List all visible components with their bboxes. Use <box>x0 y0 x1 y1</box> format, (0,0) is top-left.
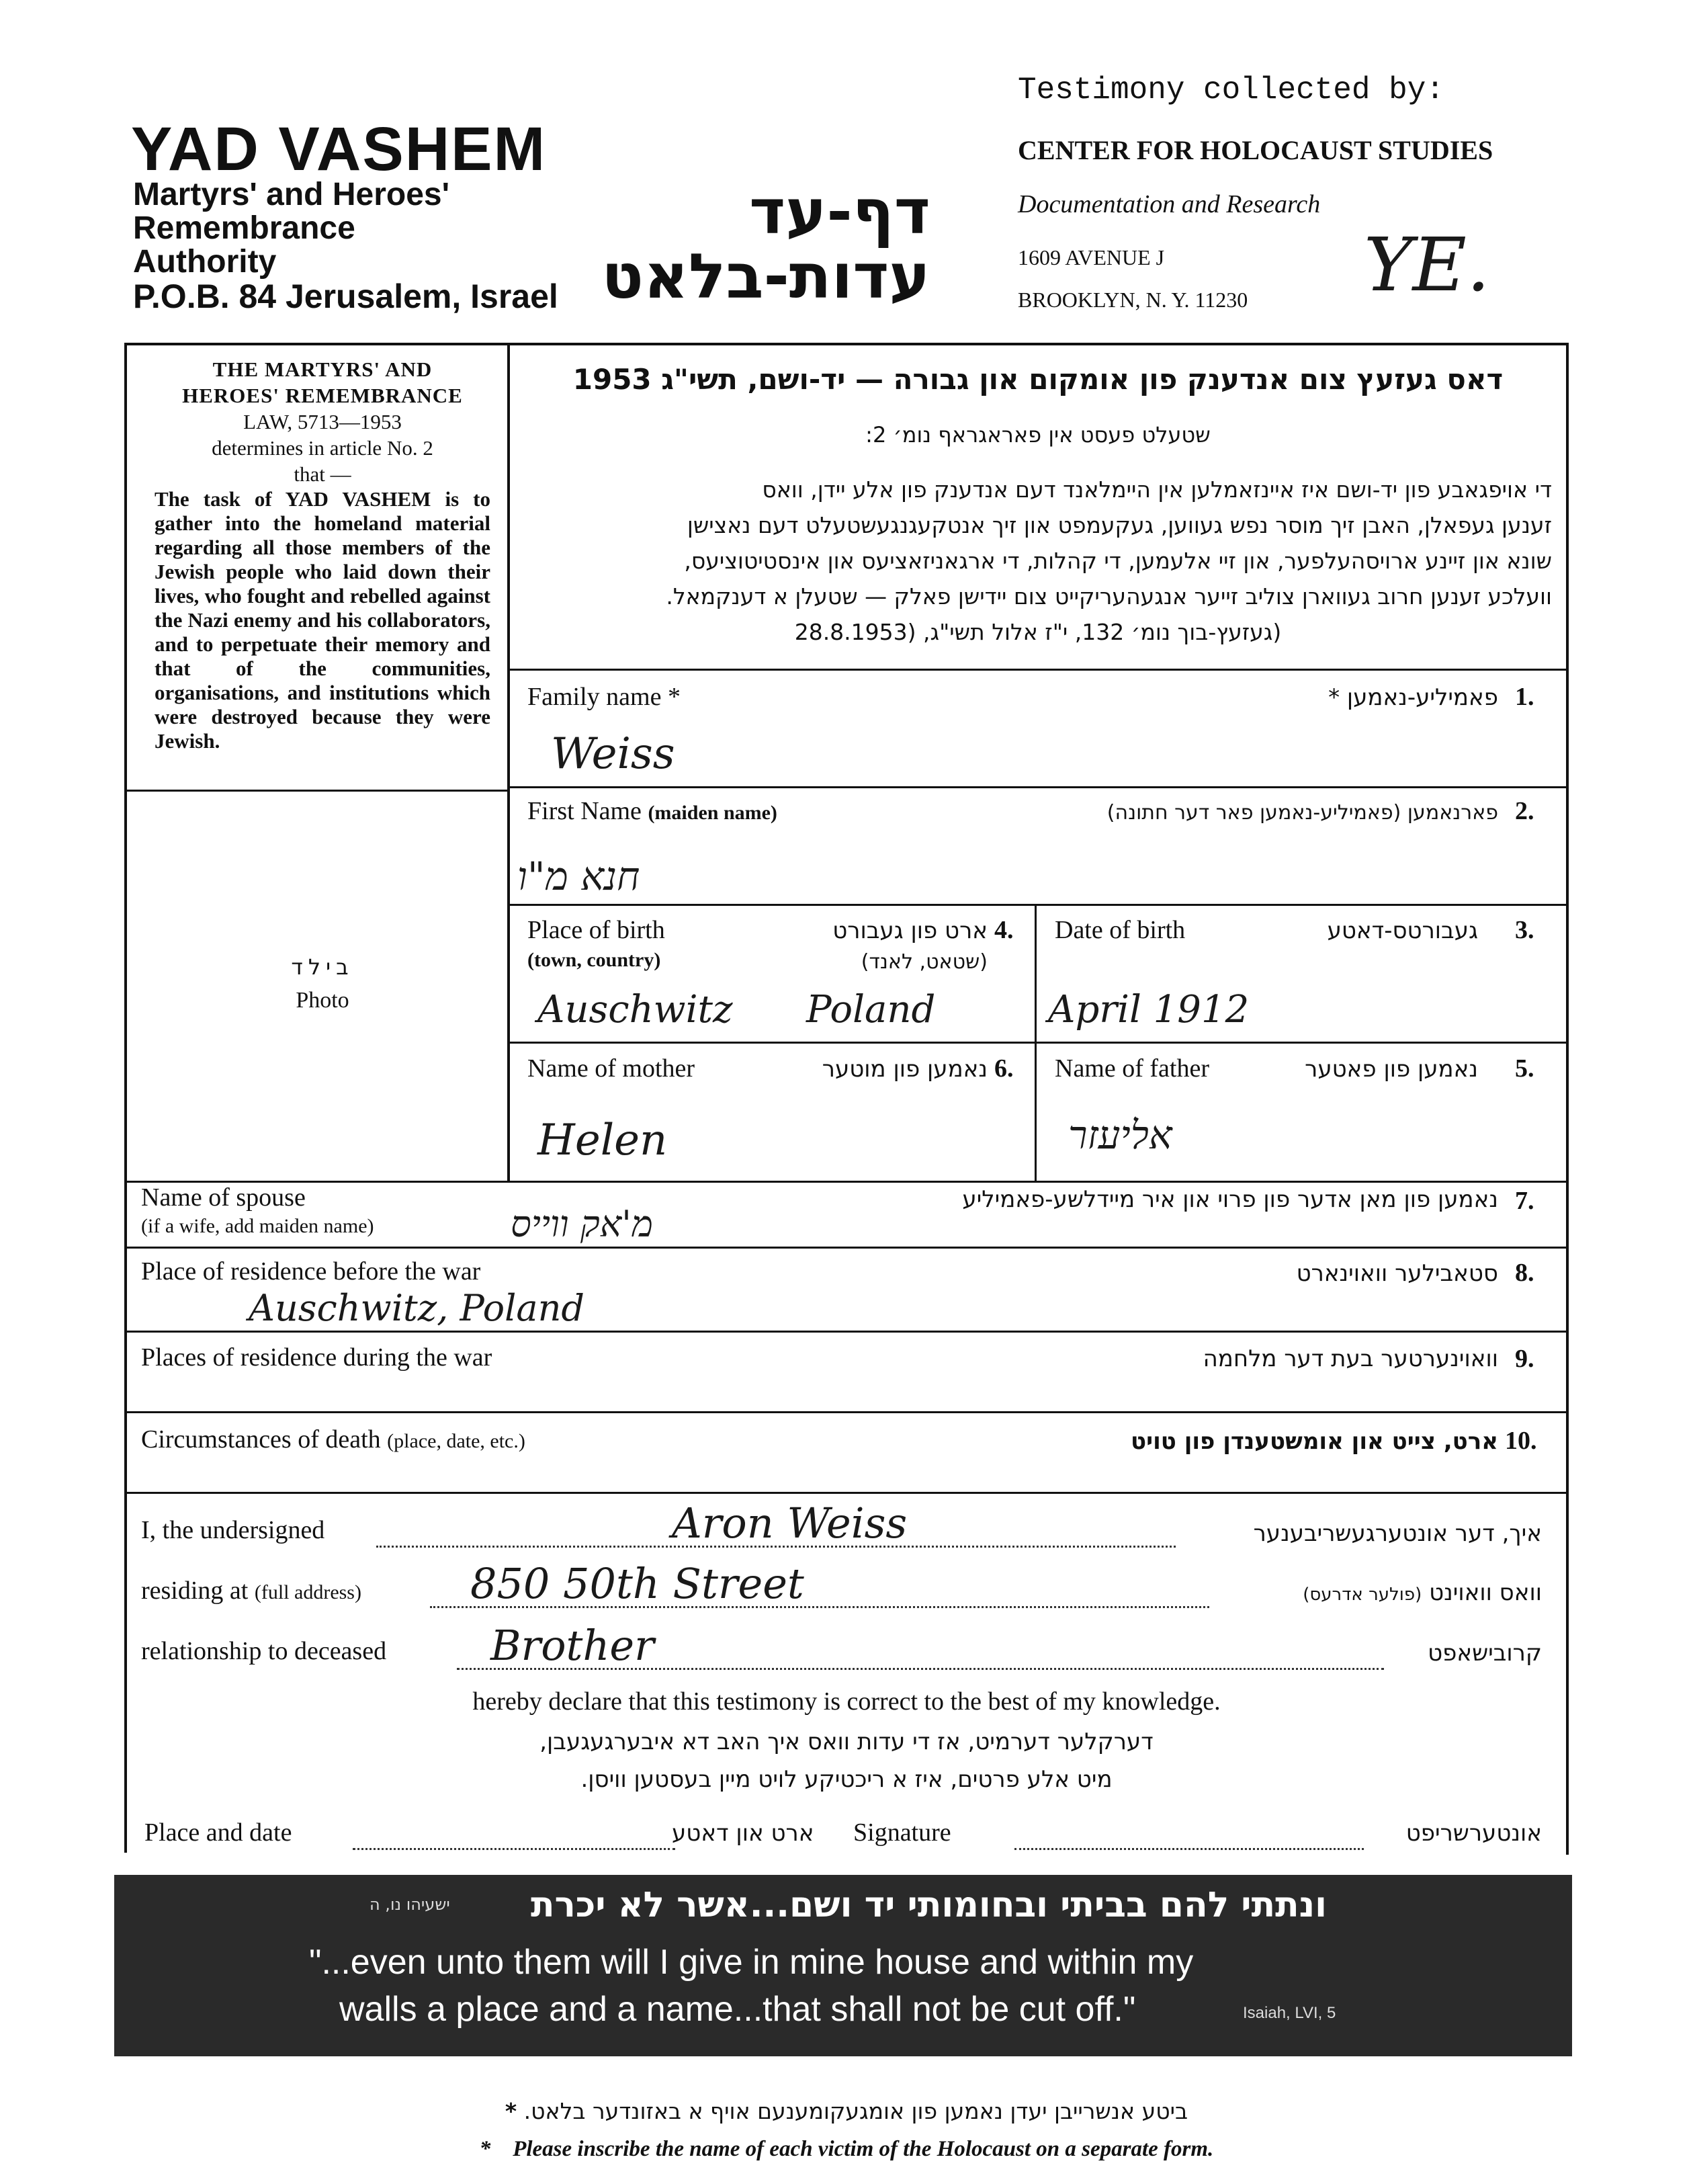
footer-english-text: Please inscribe the name of each victim of the Holocaust on a separate form. <box>513 2137 1214 2161</box>
residing-label-text: residing at <box>141 1577 249 1605</box>
org-subtitle-2: Remembrance <box>133 210 355 246</box>
center-subtitle: Documentation and Research <box>1018 190 1321 218</box>
field-number-4: 4. <box>994 916 1014 944</box>
yiddish-law-line: וועלכע זענען חרוב געווארן צוליב זייער אנגעהעריקייט צום יידישן פאלק — שטעלן א דענקמאל. <box>666 583 1552 610</box>
undersigned-value[interactable]: Aron Weiss <box>672 1499 908 1548</box>
place-date-label-yiddish: ארט און דאטע <box>672 1820 814 1847</box>
residing-label-small: (full address) <box>254 1581 361 1603</box>
field-father-name-value[interactable]: אליעזר <box>1068 1112 1172 1158</box>
residing-label-yiddish-text: וואס וואוינט <box>1429 1579 1542 1606</box>
field-first-name-label-text: First Name <box>527 797 642 825</box>
field-circumstances-label <box>141 1425 525 1454</box>
field-residence-during-label-yiddish: וואוינערטער בעת דער מלחמה <box>1203 1345 1498 1372</box>
collected-by-label: Testimony collected by: <box>1018 73 1444 108</box>
yiddish-law-body <box>524 472 1552 650</box>
law-box <box>155 356 490 753</box>
org-subtitle-3: Authority <box>133 244 277 280</box>
center-city: BROOKLYN, N. Y. 11230 <box>1018 288 1248 312</box>
field-mother-name-value[interactable]: Helen <box>537 1116 668 1165</box>
quote-banner <box>114 1875 1572 2056</box>
field-number-1: 1. <box>1515 683 1534 711</box>
field-date-of-birth-value[interactable]: April 1912 <box>1048 988 1250 1032</box>
field-first-name-label-small: (maiden name) <box>648 802 777 824</box>
residing-value[interactable]: 850 50th Street <box>470 1559 804 1608</box>
org-address: P.O.B. 84 Jerusalem, Israel <box>133 278 558 315</box>
law-title-5: that — <box>294 462 351 486</box>
field-mother-name-label: Name of mother <box>527 1054 695 1083</box>
declaration-yiddish-2: מיט אלע פרטים, איז א ריכטיקע לויט מיין בעסטען וויסן. <box>580 1766 1113 1793</box>
field-number-6: 6. <box>994 1054 1014 1083</box>
field-spouse-name-value[interactable]: מ'אק ווייס <box>511 1203 653 1245</box>
field-circumstances-label-text: Circumstances of death <box>141 1425 381 1454</box>
field-father-name-label-yiddish: נאמען פון פאטער <box>1305 1056 1478 1083</box>
field-date-of-birth-label: Date of birth <box>1055 916 1186 944</box>
relationship-value[interactable]: Brother <box>490 1621 654 1670</box>
residing-label-yiddish <box>1303 1579 1542 1606</box>
undersigned-label: I, the undersigned <box>141 1516 325 1544</box>
field-number-5: 5. <box>1515 1054 1534 1083</box>
law-title-1: THE MARTYRS' AND <box>212 358 433 381</box>
relationship-label-yiddish: קרובישאפט <box>1428 1640 1542 1667</box>
field-family-name-label: Family name * <box>527 683 681 711</box>
yiddish-law-title: דאס געזעץ צום אנדענק פון אומקום און גבורה — יד-ושם, תשי"ג 1953 <box>572 363 1504 396</box>
law-title-4: determines in article No. 2 <box>212 436 433 460</box>
field-place-of-birth-label-small: (town, country) <box>527 949 661 971</box>
declaration-yiddish-1: דערקלער דערמיט, אז די עדות וואס איך האב דא איבערגעגעבן, <box>539 1728 1154 1755</box>
field-residence-during-label: Places of residence during the war <box>141 1343 492 1372</box>
signature-label-yiddish: אונטערשריפט <box>1405 1820 1542 1847</box>
field-first-name-label <box>527 796 777 826</box>
field-place-of-birth-country-value[interactable]: Poland <box>806 988 936 1032</box>
field-number-3: 3. <box>1515 916 1534 944</box>
banner-english-ref: Isaiah, LVI, 5 <box>1243 2004 1336 2022</box>
field-first-name-label-yiddish: פארנאמען (פאמיליע-נאמען פאר דער חתונה) <box>1106 801 1498 825</box>
photo-label-hebrew: בילד <box>291 954 354 980</box>
footer-yiddish <box>124 2098 1569 2124</box>
footer-english <box>124 2137 1569 2162</box>
hebrew-logo-2: עדות-בלאט <box>601 241 930 312</box>
banner-hebrew-ref: ישעיהו נו, ה <box>370 1895 450 1914</box>
footer-yiddish-asterisk: * <box>505 2098 517 2124</box>
relationship-label: relationship to deceased <box>141 1637 387 1665</box>
field-place-of-birth-label-yiddish: ארט פון געבורט <box>832 917 988 944</box>
photo-label: Photo <box>296 988 349 1013</box>
field-residence-before-value[interactable]: Auschwitz, Poland <box>249 1287 584 1329</box>
footer-yiddish-text: ביטע אנשרייבן יעדן נאמען פון אומגעקומענעם אויף א באזונדער בלאט. <box>523 2098 1188 2124</box>
field-place-of-birth-label-yiddish-small: (שטאט, לאנד) <box>861 950 988 974</box>
center-name: CENTER FOR HOLOCAUST STUDIES <box>1018 135 1493 165</box>
org-subtitle-1: Martyrs' and Heroes' <box>133 177 449 212</box>
undersigned-label-yiddish: איך, דער אונטערגעשריבענער <box>1253 1520 1542 1547</box>
signature-label: Signature <box>853 1818 951 1847</box>
field-spouse-name-label: Name of spouse <box>141 1183 306 1212</box>
law-title-3: LAW, 5713—1953 <box>243 410 402 433</box>
law-title-2: HEROES' REMEMBRANCE <box>182 384 463 407</box>
declaration-english: hereby declare that this testimony is correct to the best of my knowledge. <box>472 1687 1221 1716</box>
field-number-9: 9. <box>1515 1345 1534 1373</box>
field-number-2: 2. <box>1515 797 1534 825</box>
residing-label <box>141 1576 361 1605</box>
banner-english-2: walls a place and a name...that shall not be cut off." <box>339 1990 1136 2029</box>
field-place-of-birth-label: Place of birth <box>527 916 665 944</box>
yiddish-law-line: שונא און זיינע ארויסהעלפער, און זיי אלעמען, די קהלות, די ארגאניזאציעס און אינסטיטוציעס, <box>684 548 1552 574</box>
yiddish-law-subtitle: שטעלט פעסט אין פאראגראף נומ׳ 2: <box>865 422 1211 448</box>
residing-label-yiddish-small: (פולער אדרעס) <box>1303 1585 1422 1605</box>
org-name: YAD VASHEM <box>131 115 547 183</box>
field-family-name-value[interactable]: Weiss <box>551 729 675 779</box>
field-residence-before-label: Place of residence before the war <box>141 1257 481 1286</box>
banner-english-1: "...even unto them will I give in mine house and within my <box>309 1943 1194 1982</box>
field-first-name-value[interactable]: חנא מ"ו <box>517 853 640 899</box>
field-father-name-label: Name of father <box>1055 1054 1209 1083</box>
field-family-name-label-yiddish: פאמיליע-נאמען * <box>1328 684 1498 711</box>
banner-hebrew: ונתתי להם בביתי ובחומותי יד ושם...אשר לא יכרת <box>531 1885 1328 1925</box>
field-spouse-name-label-yiddish: נאמען פון מאן אדער פון פרוי און איר מיידלשע-פאמיליע <box>962 1186 1498 1213</box>
field-number-8: 8. <box>1515 1259 1534 1287</box>
field-spouse-name-label-small: (if a wife, add maiden name) <box>141 1215 374 1237</box>
yiddish-law-line: (געזעץ-בוך נומ׳ 132, י"ז אלול תשי"ג, (28.8.1953 <box>794 619 1282 645</box>
yiddish-law-line: זענען געפאלן, האבן זיך מוסר נפש געווען, געקעמפט און זיך אנטקעגנגעשטעלט דעם נאצישן <box>687 512 1552 538</box>
yiddish-law-line: די אויפגאבע פון יד-ושם איז איינזאמלען אין היימלאנד דעם אנדענק פון אלע יידן, וואס <box>762 476 1552 503</box>
field-number-10: 10. <box>1505 1427 1537 1455</box>
field-place-of-birth-town-value[interactable]: Auschwitz <box>537 988 733 1032</box>
field-circumstances-label-small: (place, date, etc.) <box>387 1430 525 1452</box>
place-date-label: Place and date <box>144 1818 292 1847</box>
field-date-of-birth-label-yiddish: געבורטס-דאטע <box>1327 917 1478 944</box>
footer-english-asterisk: * <box>479 2137 507 2161</box>
field-residence-before-label-yiddish: סטאבילער וואוינארט <box>1296 1260 1498 1287</box>
law-body: The task of YAD VASHEM is to gather into the homeland material regarding all those members of the Jewish people who laid down their lives, who fought and rebelled against the Nazi enemy and his collaborators, and to perpetuate their memory and that of the communities, organisations, and institutions which were destroyed because they were Jewish. <box>155 487 490 753</box>
field-circumstances-label-yiddish: ארט, צייט און אומשטענדן פון טויט <box>1130 1428 1498 1455</box>
field-number-7: 7. <box>1515 1187 1534 1215</box>
field-mother-name-label-yiddish: נאמען פון מוטער <box>822 1056 988 1083</box>
handwritten-initials: YE. <box>1364 222 1490 308</box>
center-street: 1609 AVENUE J <box>1018 245 1165 269</box>
hebrew-logo-1: דף-עד <box>749 176 930 248</box>
